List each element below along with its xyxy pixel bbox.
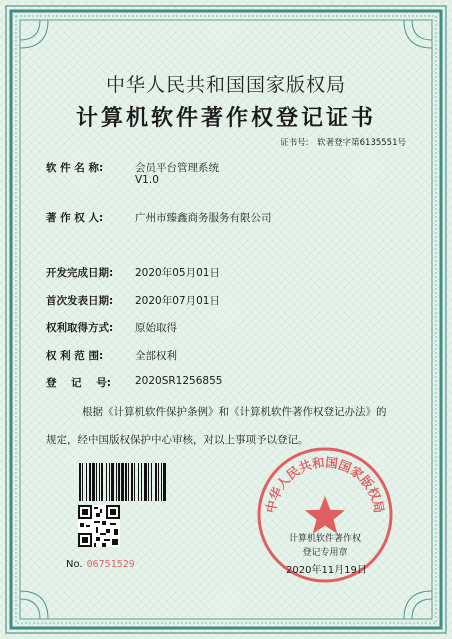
barcode-bar bbox=[79, 463, 81, 501]
field-value: 会员平台管理系统 bbox=[135, 162, 219, 174]
field-label: 软 件 名 称: bbox=[46, 162, 104, 174]
field-registration-number bbox=[46, 375, 223, 390]
field-label: 首次发表日期: bbox=[46, 295, 114, 307]
barcode-bar bbox=[99, 463, 100, 501]
certificate-title: 计算机软件著作权登记证书 bbox=[75, 105, 376, 131]
issue-date: 2020年11月19日 bbox=[286, 565, 367, 576]
field-value-version: V1.0 bbox=[135, 174, 159, 186]
seal-center-text bbox=[252, 532, 398, 560]
serial-label: No. bbox=[66, 559, 83, 570]
certificate-number bbox=[280, 136, 406, 148]
field-acquisition-method bbox=[46, 320, 177, 335]
barcode-bar bbox=[109, 463, 110, 501]
field-value: 原始取得 bbox=[135, 322, 177, 334]
barcode-bar bbox=[116, 463, 117, 501]
field-value: 全部权利 bbox=[135, 350, 177, 362]
field-value: 2020年07月01日 bbox=[135, 295, 220, 307]
barcode-bar bbox=[96, 463, 97, 501]
field-software-name bbox=[46, 160, 219, 186]
statement-line-1: 根据《计算机软件保护条例》和《计算机软件著作权登记办法》的 bbox=[82, 406, 387, 418]
field-label: 登 记 号: bbox=[46, 377, 111, 389]
field-publication-date bbox=[46, 293, 220, 308]
barcode-bar bbox=[131, 463, 133, 501]
barcode-bar bbox=[161, 463, 162, 501]
barcode-bar bbox=[134, 463, 135, 501]
seal-ring-text: 中华人民共和国国家版权局 bbox=[262, 454, 388, 515]
barcode-bar bbox=[155, 463, 157, 501]
barcode-bar bbox=[86, 463, 87, 501]
field-label: 权利取得方式: bbox=[46, 322, 114, 334]
serial-number bbox=[66, 559, 135, 570]
barcode-bar bbox=[101, 463, 103, 501]
field-value: 2020年05月01日 bbox=[135, 267, 220, 279]
barcode-bar bbox=[106, 463, 107, 501]
field-completion-date bbox=[46, 265, 220, 280]
field-copyright-owner bbox=[46, 210, 272, 225]
seal-center-line-2: 登记专用章 bbox=[302, 548, 348, 558]
barcode-bar bbox=[148, 463, 149, 501]
barcode-bar bbox=[118, 463, 120, 501]
barcode-bar bbox=[111, 463, 114, 501]
barcode-bar bbox=[151, 463, 152, 501]
barcode-bar bbox=[158, 463, 159, 501]
certificate-number-label: 证书号: bbox=[280, 138, 309, 148]
barcode-image bbox=[78, 463, 196, 501]
field-label: 权 利 范 围: bbox=[46, 350, 104, 362]
barcode-bar bbox=[141, 463, 142, 501]
certificate-number-value: 软著登字第6135551号 bbox=[317, 138, 406, 148]
serial-value: 06751529 bbox=[86, 559, 135, 570]
barcode-bar bbox=[82, 463, 83, 501]
barcode-bar bbox=[163, 463, 166, 501]
barcode-bar bbox=[121, 463, 124, 501]
barcode-bar bbox=[125, 463, 127, 501]
barcode-bar bbox=[128, 463, 129, 501]
field-value: 广州市臻鑫商务服务有限公司 bbox=[135, 212, 272, 224]
barcode-bar bbox=[89, 463, 91, 501]
statement-line-2: 规定，经中国版权保护中心审核，对以上事项予以登记。 bbox=[46, 434, 309, 446]
field-label: 开发完成日期: bbox=[46, 267, 114, 279]
star-icon bbox=[305, 496, 345, 534]
field-value: 2020SR1256855 bbox=[135, 375, 223, 387]
barcode-bar bbox=[144, 463, 147, 501]
qr-code-image bbox=[78, 505, 120, 547]
barcode-bar bbox=[92, 463, 95, 501]
seal-center-line-1: 计算机软件著作权 bbox=[288, 534, 361, 544]
field-rights-scope bbox=[46, 348, 177, 363]
barcode-bar bbox=[138, 463, 139, 501]
field-label: 著 作 权 人: bbox=[46, 212, 104, 224]
issuing-authority: 中华人民共和国国家版权局 bbox=[105, 74, 346, 96]
